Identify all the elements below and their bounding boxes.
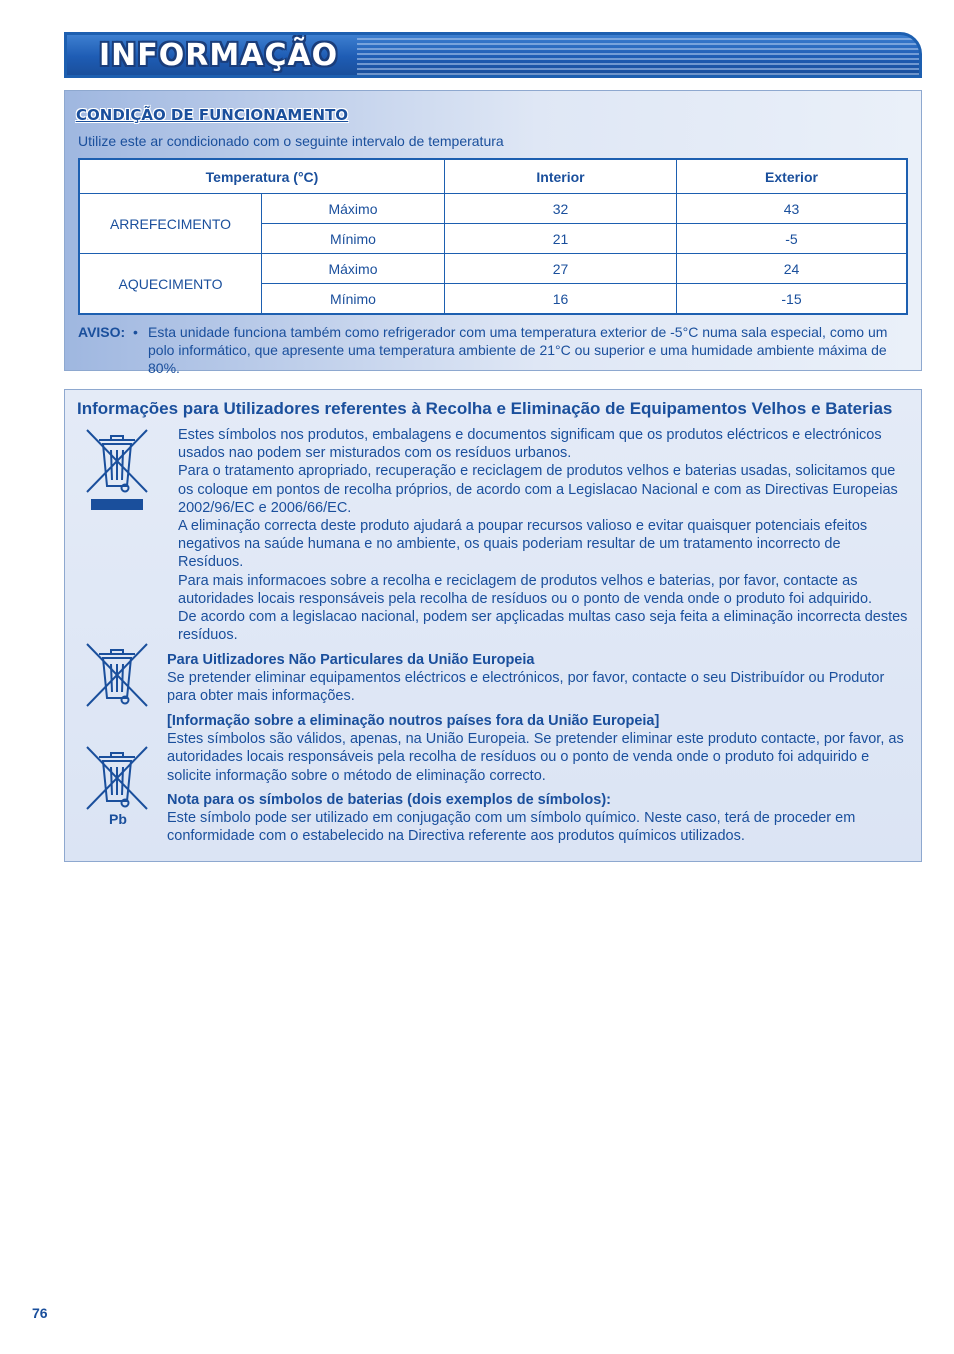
exterior-value: 24 bbox=[677, 254, 908, 284]
section-title: CONDIÇÃO DE FUNCIONAMENTO bbox=[76, 106, 349, 124]
table-row bbox=[79, 194, 907, 224]
exterior-value: -15 bbox=[677, 284, 908, 315]
paragraph: Estes símbolos nos produtos, embalagens e documentos significam que os produtos eléctricos e electrónicos usados nao podem ser misturados com os resíduos urbanos. bbox=[178, 427, 882, 462]
page-number: 76 bbox=[32, 1305, 48, 1321]
header-temperature: Temperatura (°C) bbox=[79, 159, 445, 194]
warning-bullet: • bbox=[133, 324, 138, 340]
table-row bbox=[79, 254, 907, 284]
exterior-value: 43 bbox=[677, 194, 908, 224]
header-interior: Interior bbox=[445, 159, 677, 194]
paragraph: A eliminação correcta deste produto ajudará a poupar recursos valioso e evitar quaisquer potenciais efeitos negativos na saúde humana e no ambiente, os quais poderiam resultar de um tratamento incorrecto de Resíduos. bbox=[178, 518, 868, 571]
row-label: Mínimo bbox=[262, 224, 445, 254]
main-paragraphs bbox=[178, 426, 908, 644]
interior-value: 16 bbox=[445, 284, 677, 315]
warning-label: AVISO: bbox=[78, 324, 126, 340]
warning-text: Esta unidade funciona também como refrigerador com uma temperatura exterior de -5°C numa sala especial, como um polo informático, que apresente uma temperatura ambiente de 21°C ou superior e uma humidade ambiente máxima de 80%. bbox=[148, 324, 888, 376]
outside-text: Estes símbolos são válidos, apenas, na União Europeia. Se pretender eliminar este produto contacte, por favor, as autoridades locais responsáveis pela recolha de resíduos ou o ponto de venda onde o produto foi adquirido e solicite informação sobre o método de eliminação correcto. bbox=[167, 731, 904, 784]
paragraph: De acordo com a legislacao nacional, podem ser apçlicadas multas caso seja feita a eliminação incorrecta destes resíduos. bbox=[178, 609, 908, 644]
business-title: Para Uitlizadores Não Particulares da União Europeia bbox=[167, 652, 535, 668]
outside-title: [Informação sobre a eliminação noutros países fora da União Europeia] bbox=[167, 713, 660, 729]
paragraph: Para o tratamento apropriado, recuperação e reciclagem de produtos velhos e baterias usadas, solicitamos que os coloque em pontos de recolha próprios, de acordo com a Legislacao Nacional e com as Directivas Europeias 2002/96/EC e 2006/66/EC. bbox=[178, 463, 898, 516]
battery-note-block bbox=[167, 791, 907, 846]
table-header-row bbox=[79, 159, 907, 194]
row-label: Máximo bbox=[262, 254, 445, 284]
battery-title: Nota para os símbolos de baterias (dois exemplos de símbolos): bbox=[167, 792, 611, 808]
row-label: Mínimo bbox=[262, 284, 445, 315]
interior-value: 21 bbox=[445, 224, 677, 254]
header-exterior: Exterior bbox=[677, 159, 908, 194]
disposal-info-section bbox=[64, 389, 922, 862]
crossed-bin-icon bbox=[83, 426, 151, 512]
page-title: INFORMAÇÃO bbox=[99, 38, 339, 73]
interior-value: 32 bbox=[445, 194, 677, 224]
disposal-title: Informações para Utilizadores referentes à Recolha e Eliminação de Equipamentos Velhos e Baterias bbox=[77, 399, 893, 418]
crossed-bin-icon bbox=[83, 743, 151, 811]
section-subtitle: Utilize este ar condicionado com o seguinte intervalo de temperatura bbox=[78, 133, 504, 149]
title-bar bbox=[64, 32, 922, 78]
mode-heating: AQUECIMENTO bbox=[79, 254, 262, 315]
operating-condition-section bbox=[64, 90, 922, 376]
outside-eu-block bbox=[167, 712, 907, 785]
row-label: Máximo bbox=[262, 194, 445, 224]
mode-cooling: ARREFECIMENTO bbox=[79, 194, 262, 254]
title-stripes bbox=[357, 35, 919, 75]
paragraph: Para mais informacoes sobre a recolha e reciclagem de produtos velhos e baterias, por favor, contacte as autoridades locais responsáveis pela recolha de resíduos ou o ponto de venda onde o produto foi adquirido. bbox=[178, 572, 873, 607]
temperature-table bbox=[78, 158, 908, 315]
business-users-block bbox=[167, 651, 907, 706]
chemical-symbol: Pb bbox=[109, 811, 127, 827]
exterior-value: -5 bbox=[677, 224, 908, 254]
battery-text: Este símbolo pode ser utilizado em conjugação com um símbolo químico. Neste caso, terá de proceder em conformidade com o estabelecido na Directiva referente aos produtos químicos utilizados. bbox=[167, 810, 856, 845]
interior-value: 27 bbox=[445, 254, 677, 284]
business-text: Se pretender eliminar equipamentos eléctricos e electrónicos, por favor, contacte o seu Distribuídor ou Produtor para obter mais informações. bbox=[167, 670, 885, 705]
crossed-bin-icon bbox=[83, 640, 151, 708]
